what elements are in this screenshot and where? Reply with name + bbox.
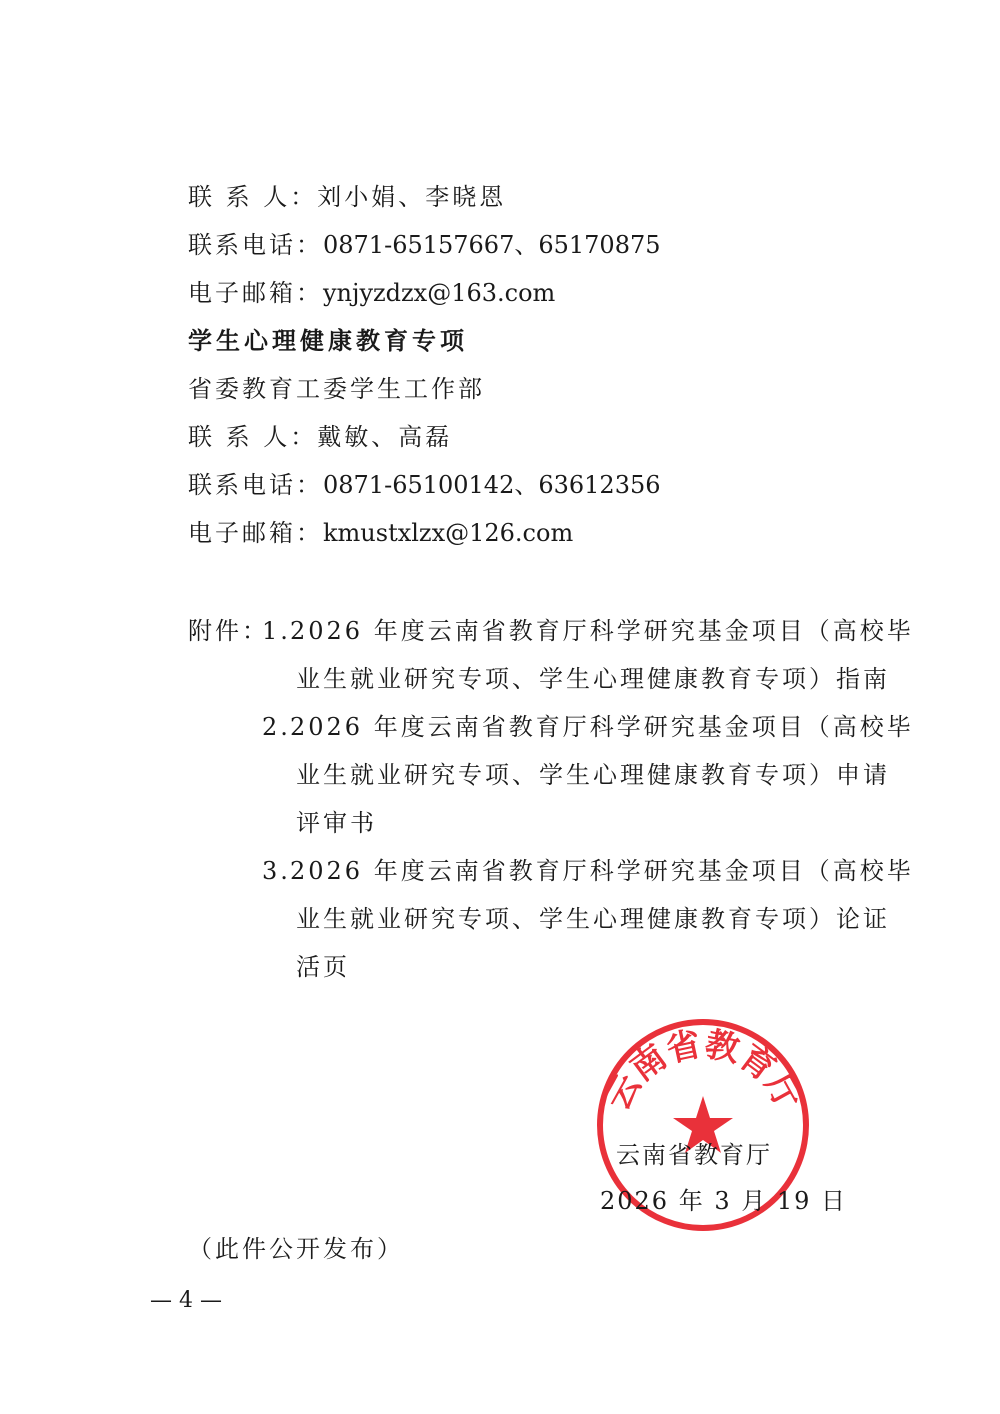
email-label: 电子邮箱：	[188, 279, 323, 307]
attachment-2-line3: 评审书	[296, 809, 377, 837]
employment-email	[188, 276, 555, 310]
psych-heading: 学生心理健康教育专项	[188, 327, 468, 355]
employment-phone	[188, 228, 661, 262]
phone-label: 联系电话：	[188, 231, 323, 259]
attachment-2-num: 2.	[262, 713, 291, 741]
attachments-label: 附件：	[188, 617, 269, 645]
seal-text: 云南省教育厅	[597, 1024, 809, 1117]
email-value: ynjyzdzx@163.com	[323, 279, 556, 307]
phone-value: 0871-65157667、65170875	[323, 231, 661, 259]
psych-phone	[188, 468, 661, 502]
phone-label: 联系电话：	[188, 471, 323, 499]
attachment-3-line2: 业生就业研究专项、学生心理健康教育专项）论证	[296, 905, 890, 933]
attachment-2-line1: 2026 年度云南省教育厅科学研究基金项目（高校毕	[290, 713, 914, 741]
contact-label: 联 系 人：	[188, 423, 318, 451]
attachment-2-line2: 业生就业研究专项、学生心理健康教育专项）申请	[296, 761, 890, 789]
attachment-3-line3: 活页	[296, 953, 350, 981]
email-label: 电子邮箱：	[188, 519, 323, 547]
signature-org: 云南省教育厅	[616, 1141, 772, 1169]
psych-department: 省委教育工委学生工作部	[188, 375, 485, 403]
page-number: — 4 —	[150, 1288, 222, 1313]
attachment-1-line2: 业生就业研究专项、学生心理健康教育专项）指南	[296, 665, 890, 693]
email-value: kmustxlzx@126.com	[323, 519, 574, 547]
contact-value: 戴敏、高磊	[317, 423, 453, 451]
employment-contact	[188, 180, 506, 214]
signature-date: 2026 年 3 月 19 日	[600, 1187, 848, 1215]
phone-value: 0871-65100142、63612356	[323, 471, 661, 499]
contact-label: 联 系 人：	[188, 183, 318, 211]
psych-email	[188, 516, 573, 550]
attachment-1-line1: 2026 年度云南省教育厅科学研究基金项目（高校毕	[290, 617, 914, 645]
psych-contact	[188, 420, 452, 454]
contact-value: 刘小娟、李晓恩	[317, 183, 507, 211]
publication-note: （此件公开发布）	[188, 1235, 404, 1263]
attachment-3-line1: 2026 年度云南省教育厅科学研究基金项目（高校毕	[290, 857, 914, 885]
attachment-1-num: 1.	[262, 617, 291, 645]
attachment-3-num: 3.	[262, 857, 291, 885]
